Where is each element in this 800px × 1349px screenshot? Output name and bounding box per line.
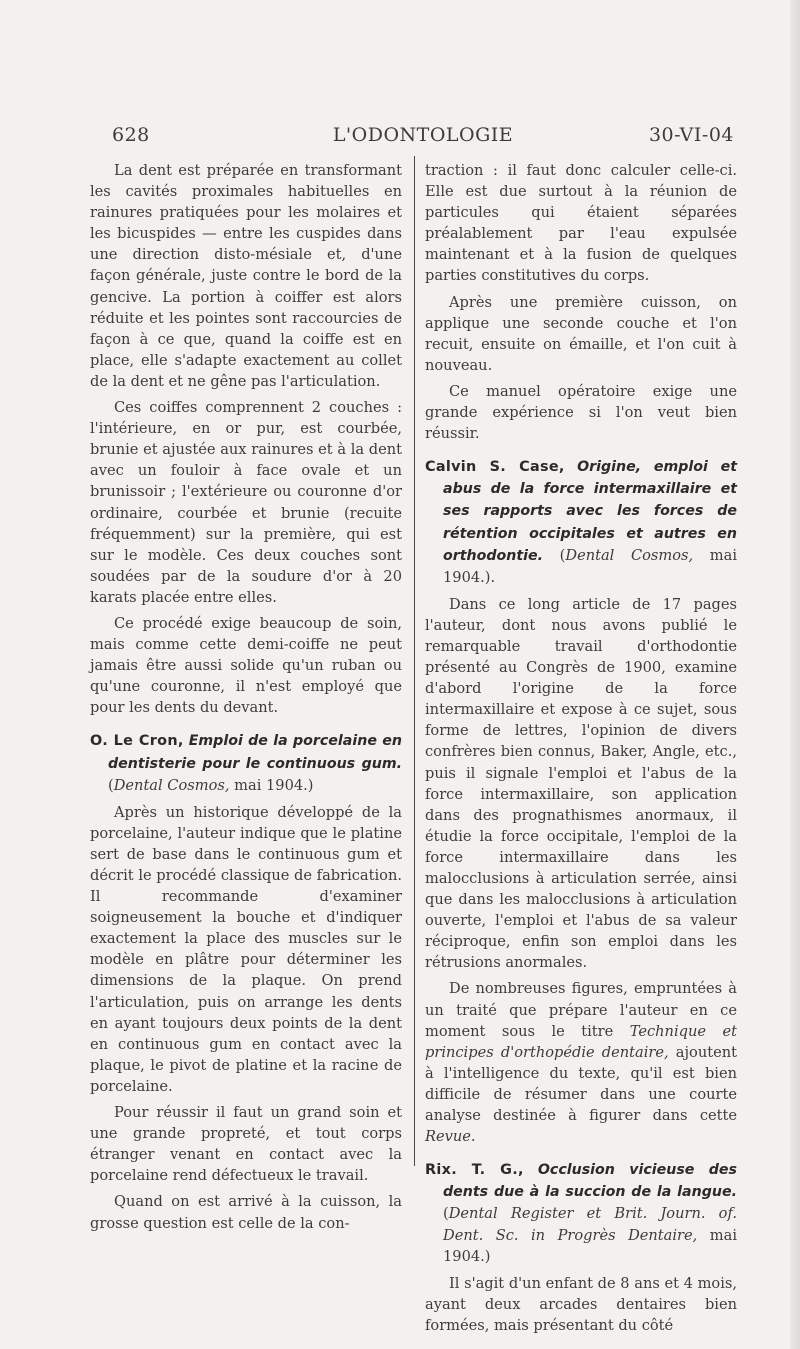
entry-title: Emploi de la porcelaine en dentisterie pour le continuous gum.: [108, 733, 403, 772]
left-column: [90, 160, 402, 1234]
paragraph: Après un historique développé de la porcelaine, l'auteur indique que le platine sert de base dans le continuous gum et décrit le procédé classique de fabrication. Il recommande d'examiner soigneusement la bouche et d'indiquer exactement la place des muscles sur le modèle en plâtre pour déterminer les dimensions de la plaque. On prend l'articulation, puis on arrange les dents en ayant toujours deux points de la dent en continuous gum en contact avec la plaque, le pivot de platine et la racine de porcelaine.: [90, 803, 402, 1095]
page-edge-shadow: [790, 0, 800, 1349]
entry-source-paren: (: [443, 1205, 449, 1223]
paragraph: Quand on est arrivé à la cuisson, la grosse question est celle de la con-: [90, 1193, 402, 1232]
paragraph: Dans ce long article de 17 pages l'auteur, dont nous avons publié le remarquable travail d'orthodontie présenté au Congrès de 1900, examine d'abord l'origine de la force intermaxillaire et expose à ce sujet, sous forme de lettres, l'opinion de divers confrères bien connus, Baker, Angle, etc., puis il signale l'emploi et l'abus de la force intermaxillaire, son application dans des prognathismes anormaux, il étudie la force occipitale, l'emploi de la force intermaxillaire dans les malocclusions à articulation serrée, ainsi que dans les malocclusions à articulation ouverte, l'emploi et l'abus de sa valeur réciproque, enfin son emploi dans les rétrusions anormales.: [425, 595, 737, 972]
page-number: 628: [112, 124, 150, 146]
issue-date: 30-VI-04: [648, 124, 734, 146]
paragraph: [425, 978, 737, 1147]
entry-heading: [425, 456, 738, 588]
review-entry-le-cron: [90, 730, 402, 795]
paragraph-text: De nombreuses figures, empruntées à un traité que prépare l'auteur en ce moment sous le titre: [425, 980, 737, 1040]
paragraph: Il s'agit d'un enfant de 8 ans et 4 mois, ayant deux arcades dentaires bien formées, mais présentant du côté: [425, 1274, 737, 1334]
entry-author: Calvin S. Case,: [425, 459, 565, 476]
paragraph: Ce manuel opératoire exige une grande expérience si l'on veut bien réussir.: [425, 382, 737, 443]
paragraph: Après une première cuisson, on applique une seconde couche et l'on recuit, ensuite on émaille, et l'on cuit à nouveau.: [425, 293, 737, 374]
entry-source: Dental Cosmos,: [113, 776, 230, 794]
book-title: Technique et principes d'orthopédie dentaire,: [425, 1022, 737, 1061]
paragraph: Ces coiffes comprennent 2 couches : l'intérieure, en or pur, est courbée, brunie et ajustée aux rainures et à la dent avec un fouloir à face ovale et un brunissoir ; l'extérieure ou couronne d'or ordinaire, courbée et brunie (recuite fréquemment) sur la première, qui est sur le modèle. Ces deux couches sont soudées par de la soudure d'or à 20 karats placée entre elles.: [90, 399, 402, 606]
paragraph: Ce procédé exige beaucoup de soin, mais comme cette demi-coiffe ne peut jamais être aussi solide qu'un ruban ou qu'une couronne, il n'est employé que pour les dents du devant.: [90, 614, 402, 717]
entry-heading: [425, 1159, 737, 1266]
entry-source-paren: (: [559, 546, 566, 564]
entry-source-date: mai 1904.): [234, 776, 314, 794]
entry-author: Rix. T. G.,: [425, 1162, 524, 1179]
review-entry-case: [425, 456, 737, 588]
running-header: [112, 124, 734, 156]
paragraph: Pour réussir il faut un grand soin et une grande propreté, et tout corps étranger venant en contact avec la porcelaine rend défectueux le travail.: [90, 1104, 402, 1185]
paragraph: La dent est préparée en transformant les cavités proximales habituelles en rainures pratiquées pour les molaires et les bicuspides — entre les cuspides dans une direction disto-mésiale et, d'une façon générale, juste contre le bord de la gencive. La portion à coiffer est alors réduite et les pointes sont raccourcies de façon à ce que, quand la coiffe est en place, elle s'adapte exactement au collet de la dent et ne gêne pas l'articulation.: [90, 162, 402, 390]
entry-source: Dental Cosmos,: [565, 546, 694, 564]
review-entry-rix: [425, 1159, 737, 1266]
entry-heading: [90, 730, 403, 795]
entry-source-date: mai 1904.): [443, 1226, 737, 1265]
revue-word: Revue.: [425, 1128, 476, 1146]
column-divider: [414, 156, 415, 1166]
entry-source-paren: (: [108, 776, 114, 794]
paragraph-text: ajoutent à l'intelligence du texte, qu'il est bien difficile de résumer dans une courte analyse destinée à figurer dans cette: [425, 1043, 737, 1125]
right-column: [425, 160, 737, 1336]
paragraph: traction : il faut donc calculer celle-ci. Elle est due surtout à la réunion de particules qui étaient séparées préalablement par l'eau expulsée maintenant et à la fusion de quelques parties constitutives du corps.: [425, 162, 737, 285]
entry-title: Origine, emploi et abus de la force intermaxillaire et ses rapports avec les forces de rétention occipitales et autres en orthodontie.: [443, 459, 737, 564]
entry-source: Dental Register et Brit. Journ. of. Dent. Sc. in Progrès Dentaire,: [443, 1205, 737, 1244]
entry-source-date: mai 1904.).: [443, 546, 738, 586]
journal-title: L'ODONTOLOGIE: [332, 124, 514, 146]
entry-author: O. Le Cron,: [90, 733, 184, 750]
entry-title: Occlusion vicieuse des dents due à la succion de la langue.: [443, 1162, 737, 1201]
